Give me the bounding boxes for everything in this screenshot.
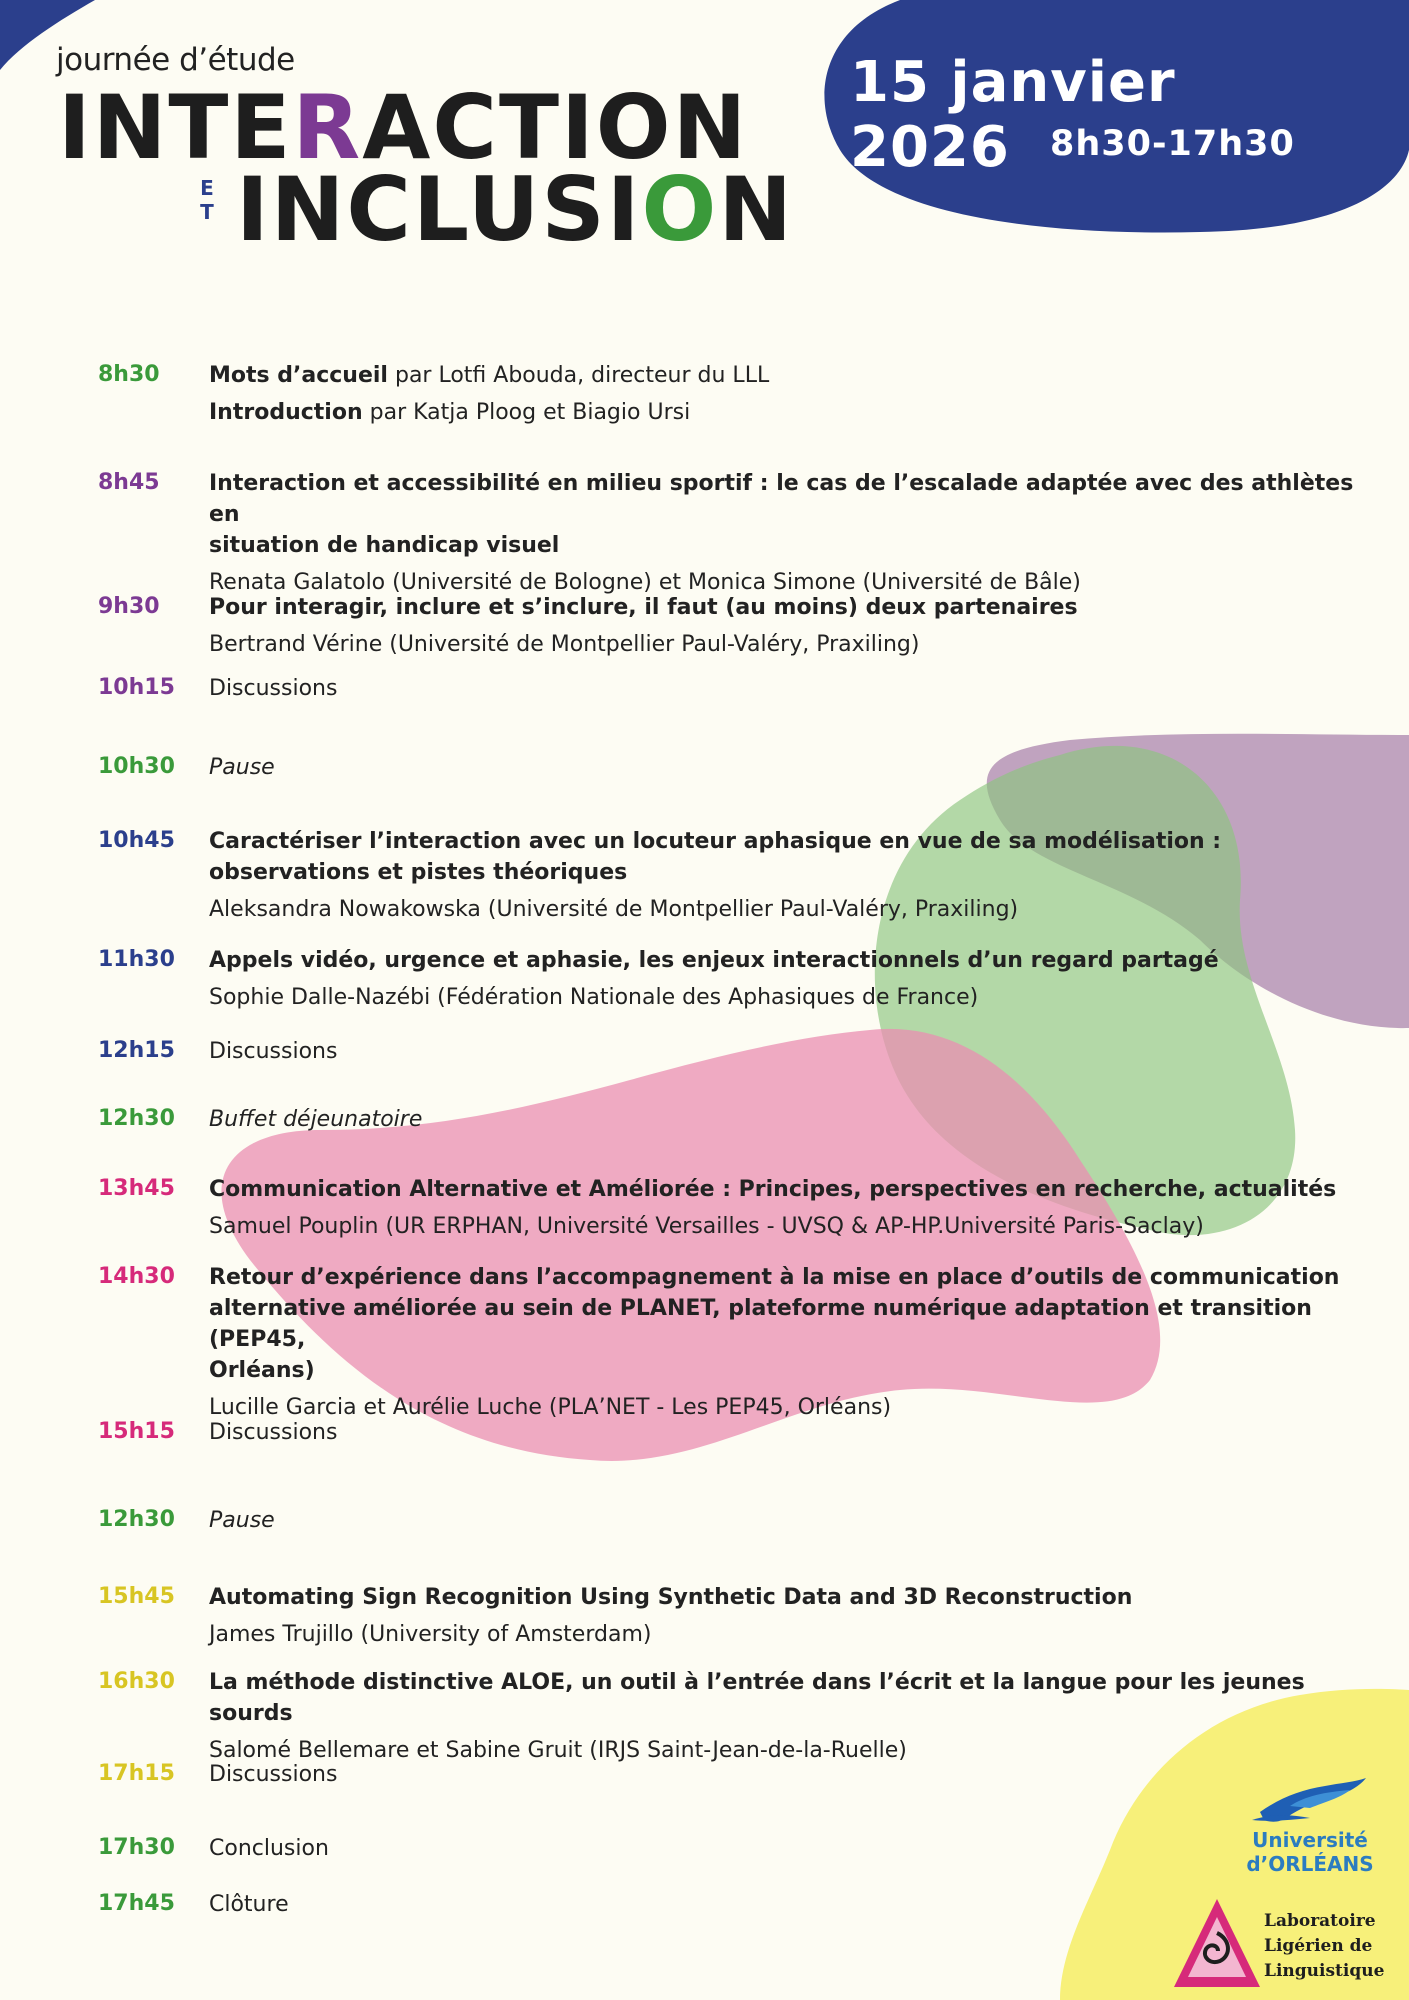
program-title-text: La méthode distinctive ALOE, un outil à l’entrée dans l’écrit et la langue pour les jeunes sourds bbox=[209, 1670, 1305, 1726]
program-content bbox=[209, 752, 1359, 783]
program-content bbox=[209, 1036, 1359, 1067]
program-title-text: Introduction bbox=[209, 400, 363, 425]
program-content bbox=[209, 1505, 1359, 1536]
program-line bbox=[209, 1505, 1359, 1536]
program-title-text: Orléans) bbox=[209, 1358, 315, 1383]
program-line bbox=[209, 894, 1359, 925]
program-line bbox=[209, 468, 1359, 530]
program-content bbox=[209, 1833, 1359, 1864]
program-text: Discussions bbox=[209, 1039, 338, 1064]
program-time: 9h30 bbox=[98, 594, 160, 619]
program-line bbox=[209, 629, 1359, 660]
program-text: par Lotfi Abouda, directeur du LLL bbox=[387, 363, 770, 388]
program-text: Pause bbox=[209, 755, 275, 780]
program-content bbox=[209, 673, 1359, 704]
program-line bbox=[209, 1036, 1359, 1067]
program-line bbox=[209, 1417, 1359, 1448]
program-title-text: Caractériser l’interaction avec un locuteur aphasique en vue de sa modélisation : bbox=[209, 829, 1222, 854]
program-text: Clôture bbox=[209, 1892, 289, 1917]
program-content bbox=[209, 1667, 1359, 1766]
program-text: James Trujillo (University of Amsterdam) bbox=[209, 1622, 652, 1647]
program-time: 13h45 bbox=[98, 1176, 175, 1201]
program-title-text: Communication Alternative et Améliorée : Principes, perspectives en recherche, actualités bbox=[209, 1177, 1337, 1202]
program-line bbox=[209, 1293, 1359, 1355]
program-time: 15h15 bbox=[98, 1419, 175, 1444]
lab-name-3: Linguistique bbox=[1264, 1961, 1385, 1981]
lab-logo bbox=[1172, 1895, 1385, 1995]
title-inclusion bbox=[236, 158, 794, 261]
program-line bbox=[209, 397, 1359, 428]
program-title-text: Mots d’accueil bbox=[209, 363, 388, 388]
title-part: ACTION bbox=[362, 76, 749, 179]
program-line bbox=[209, 673, 1359, 704]
program-line bbox=[209, 1619, 1359, 1650]
program-line bbox=[209, 982, 1359, 1013]
university-logo bbox=[1245, 1768, 1375, 1876]
program-line bbox=[209, 360, 1359, 391]
lab-name bbox=[1264, 1909, 1384, 1984]
program-title-text: Pour interagir, inclure et s’inclure, il faut (au moins) deux partenaires bbox=[209, 595, 1078, 620]
program-time: 17h45 bbox=[98, 1891, 175, 1916]
program-title-text: Retour d’expérience dans l’accompagnement à la mise en place d’outils de communication bbox=[209, 1265, 1340, 1290]
program-time: 10h45 bbox=[98, 828, 175, 853]
program-line bbox=[209, 592, 1359, 623]
program-line bbox=[209, 1759, 1359, 1790]
program-line bbox=[209, 857, 1359, 888]
program-line bbox=[209, 1355, 1359, 1386]
program-time: 12h15 bbox=[98, 1038, 175, 1063]
program-time: 17h15 bbox=[98, 1761, 175, 1786]
program-text: Buffet déjeunatoire bbox=[209, 1107, 423, 1132]
program-content bbox=[209, 1759, 1359, 1790]
program-text: Pause bbox=[209, 1508, 275, 1533]
program-content bbox=[209, 1104, 1359, 1135]
program-line bbox=[209, 752, 1359, 783]
program-line bbox=[209, 945, 1359, 976]
title-part: INCLUSI bbox=[236, 158, 642, 261]
program-text: Bertrand Vérine (Université de Montpellier Paul-Valéry, Praxiling) bbox=[209, 632, 920, 657]
program-text: Conclusion bbox=[209, 1836, 329, 1861]
program-text: Aleksandra Nowakowska (Université de Montpellier Paul-Valéry, Praxiling) bbox=[209, 897, 1019, 922]
program-time: 8h45 bbox=[98, 470, 160, 495]
title-part: INTE bbox=[58, 76, 293, 179]
university-name-1: Université bbox=[1252, 1828, 1368, 1852]
program-content bbox=[209, 1417, 1359, 1448]
program-title-text: alternative améliorée au sein de PLANET, plateforme numérique adaptation et transition (PEP45, bbox=[209, 1296, 1312, 1352]
program-time: 11h30 bbox=[98, 947, 175, 972]
program-time: 10h15 bbox=[98, 675, 175, 700]
program-title-text: Automating Sign Recognition Using Synthetic Data and 3D Reconstruction bbox=[209, 1585, 1133, 1610]
program-content bbox=[209, 1262, 1359, 1423]
lab-name-2: Ligérien de bbox=[1264, 1936, 1373, 1956]
lab-name-1: Laboratoire bbox=[1264, 1911, 1376, 1931]
program-content bbox=[209, 592, 1359, 660]
program-text: Sophie Dalle-Nazébi (Fédération Nationale des Aphasiques de France) bbox=[209, 985, 979, 1010]
program-text: par Katja Ploog et Biagio Ursi bbox=[362, 400, 691, 425]
program-line bbox=[209, 1582, 1359, 1613]
program-time: 17h30 bbox=[98, 1835, 175, 1860]
title-part-accent: O bbox=[641, 158, 719, 261]
program-text: Salomé Bellemare et Sabine Gruit (IRJS Saint-Jean-de-la-Ruelle) bbox=[209, 1738, 907, 1763]
program-title-text: situation de handicap visuel bbox=[209, 533, 560, 558]
event-type: journée d’étude bbox=[56, 42, 295, 78]
title-part-accent: R bbox=[292, 76, 363, 179]
program-text: Discussions bbox=[209, 1762, 338, 1787]
program-time: 14h30 bbox=[98, 1264, 175, 1289]
university-bird-icon bbox=[1250, 1768, 1370, 1824]
program-text: Lucille Garcia et Aurélie Luche (PLA’NET - Les PEP45, Orléans) bbox=[209, 1395, 892, 1420]
title-part: N bbox=[718, 158, 794, 261]
event-hours: 8h30-17h30 bbox=[1050, 124, 1295, 164]
program-text: Discussions bbox=[209, 1420, 338, 1445]
program-content bbox=[209, 945, 1359, 1013]
university-name-2: d’ORLÉANS bbox=[1246, 1852, 1374, 1876]
program-content bbox=[209, 1582, 1359, 1650]
program-text: Discussions bbox=[209, 676, 338, 701]
program-content bbox=[209, 468, 1359, 598]
program-line bbox=[209, 530, 1359, 561]
lab-triangle-icon bbox=[1172, 1895, 1262, 1991]
program-title-text: observations et pistes théoriques bbox=[209, 860, 628, 885]
program-line bbox=[209, 1211, 1359, 1242]
program-line bbox=[209, 1174, 1359, 1205]
program-time: 12h30 bbox=[98, 1106, 175, 1131]
program-content bbox=[209, 1174, 1359, 1242]
title-et-text: ET bbox=[195, 176, 219, 224]
program-text: Renata Galatolo (Université de Bologne) et Monica Simone (Université de Bâle) bbox=[209, 570, 1081, 595]
program-line bbox=[209, 1833, 1359, 1864]
program-line bbox=[209, 1667, 1359, 1729]
program-time: 12h30 bbox=[98, 1507, 175, 1532]
program-content bbox=[209, 360, 1359, 428]
program-line bbox=[209, 1262, 1359, 1293]
program-text: Samuel Pouplin (UR ERPHAN, Université Versailles - UVSQ & AP-HP.Université Paris-Saclay) bbox=[209, 1214, 1204, 1239]
program-title-text: Appels vidéo, urgence et aphasie, les enjeux interactionnels d’un regard partagé bbox=[209, 948, 1219, 973]
program-time: 8h30 bbox=[98, 362, 160, 387]
program-time: 16h30 bbox=[98, 1669, 175, 1694]
program-title-text: Interaction et accessibilité en milieu sportif : le cas de l’escalade adaptée avec des athlètes en bbox=[209, 471, 1354, 527]
title-et bbox=[196, 176, 218, 232]
event-date: 15 janvier 2026 bbox=[850, 50, 1176, 180]
program-line bbox=[209, 1104, 1359, 1135]
program-line bbox=[209, 826, 1359, 857]
program-content bbox=[209, 826, 1359, 925]
program-time: 10h30 bbox=[98, 754, 175, 779]
program-time: 15h45 bbox=[98, 1584, 175, 1609]
